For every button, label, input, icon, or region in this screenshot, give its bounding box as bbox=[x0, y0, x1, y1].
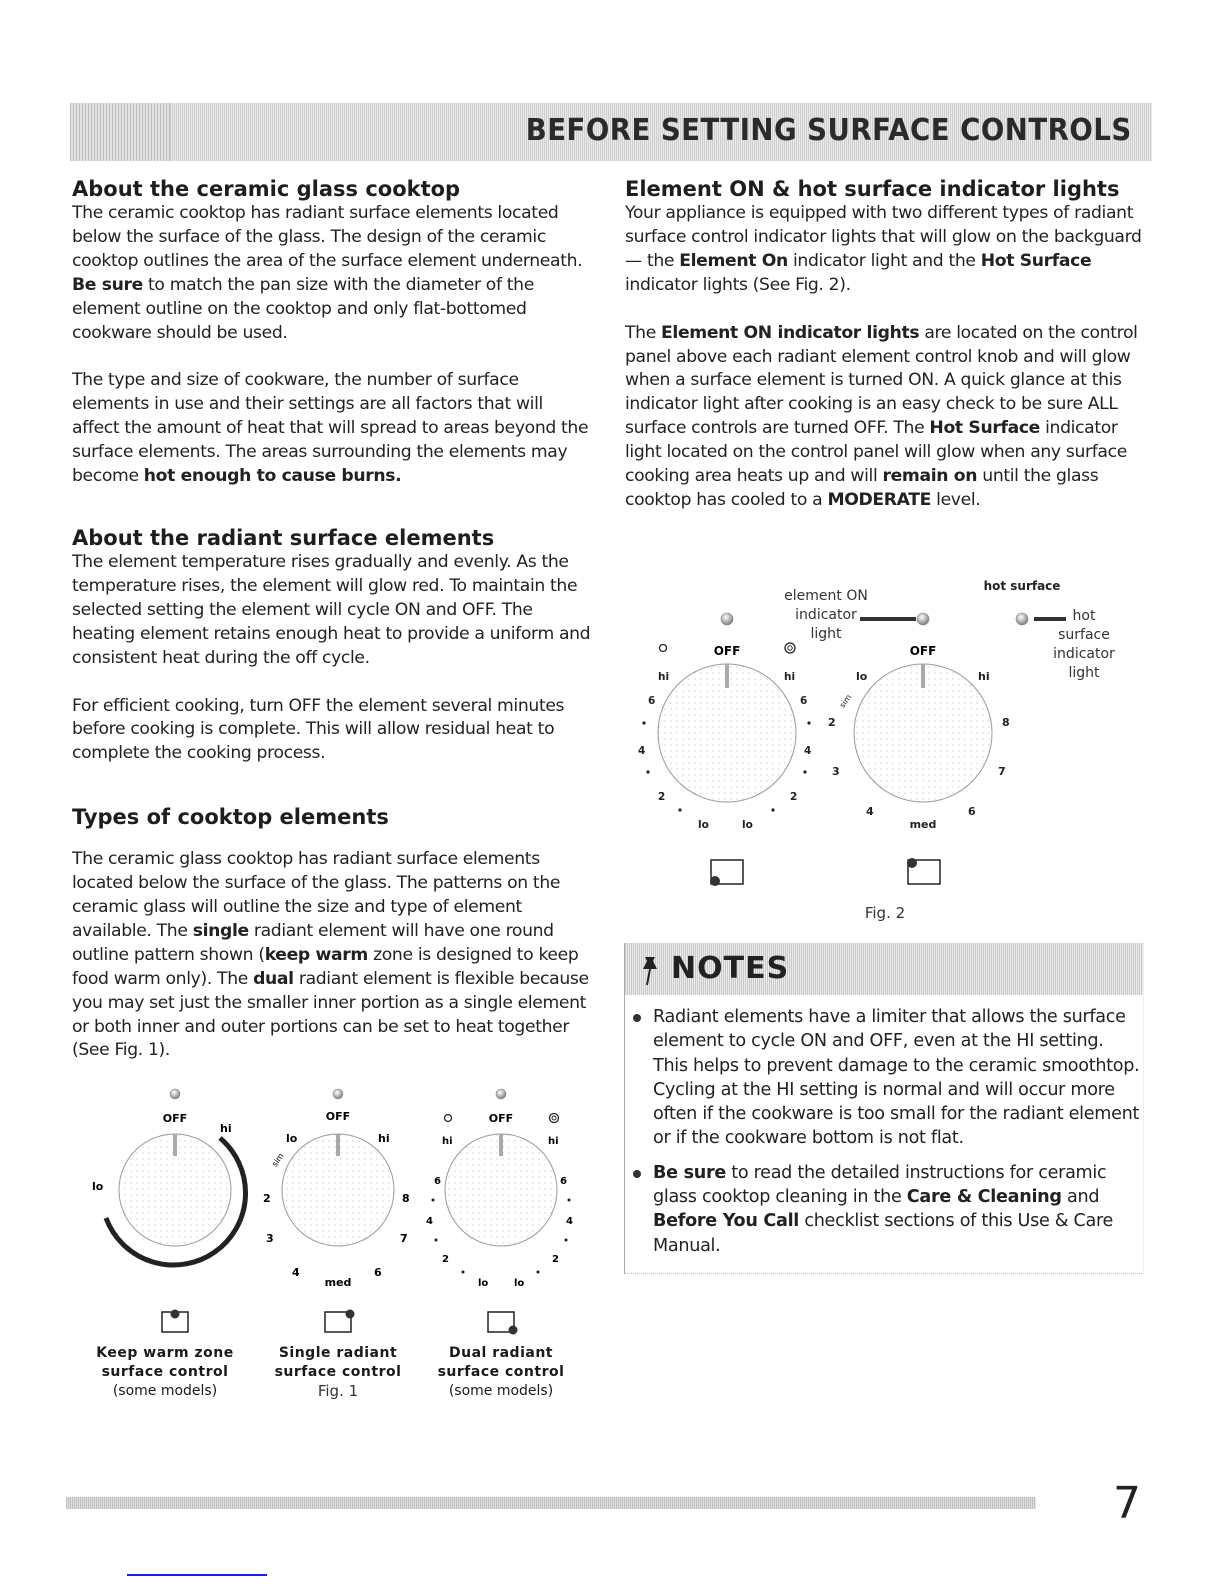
element-on-light-icon bbox=[333, 1089, 343, 1099]
element-on-light-icon bbox=[170, 1089, 180, 1099]
notes-title: NOTES bbox=[671, 951, 790, 986]
svg-text:hot: hot bbox=[1072, 608, 1096, 624]
indicator-paragraph-2: The Element ON indicator lights are located on the control panel above each radiant element control knob and will glow when a surface element is turned ON. A quick glance at this indicator light after cooking is an easy check to be sure ALL surface controls are turned OFF. The Hot Surface indicator light located on the control panel will glow when any surface cooking area heats up and will remain on until the glass cooktop has cooled to a MODERATE level. bbox=[625, 322, 1138, 510]
svg-text:3: 3 bbox=[832, 765, 840, 778]
svg-text:2: 2 bbox=[658, 791, 666, 803]
link-underline[interactable] bbox=[127, 1574, 267, 1576]
svg-text:6: 6 bbox=[374, 1266, 382, 1279]
svg-text:4: 4 bbox=[426, 1216, 433, 1227]
svg-text:2: 2 bbox=[263, 1192, 271, 1205]
notes-box bbox=[624, 943, 1144, 1274]
figure-2 bbox=[610, 570, 1130, 930]
keep-warm-knob bbox=[92, 1089, 246, 1265]
svg-text:4: 4 bbox=[804, 745, 812, 757]
heading-radiant-elements: About the radiant surface elements bbox=[72, 525, 495, 550]
left-column bbox=[72, 176, 592, 1063]
location-back-center-icon bbox=[162, 1310, 188, 1333]
svg-text:lo: lo bbox=[742, 819, 753, 831]
note-item-2: Be sure to read the detailed instructions for ceramic glass cooktop cleaning in the Care & Cleaning and Before You Call checklist sections of this Use & Care Manual. bbox=[653, 1161, 1143, 1258]
section-banner bbox=[70, 103, 1152, 161]
fig1-knobs-diagram bbox=[70, 1080, 590, 1310]
svg-text:indicator: indicator bbox=[795, 607, 857, 623]
svg-text:light: light bbox=[1068, 665, 1100, 681]
indicator-paragraph-1: Your appliance is equipped with two different types of radiant surface control indicator lights that will glow on the backguard — the Element On indicator light and the Hot Surface indicator lights (See Fig. 2). bbox=[625, 203, 1142, 295]
svg-text:6: 6 bbox=[648, 695, 656, 707]
element-on-light-icon-1 bbox=[721, 613, 733, 625]
svg-text:2: 2 bbox=[552, 1254, 559, 1265]
svg-text:7: 7 bbox=[400, 1232, 408, 1245]
element-on-light-icon bbox=[496, 1089, 506, 1099]
svg-text:4: 4 bbox=[292, 1266, 300, 1279]
dual-ring-icon bbox=[550, 1114, 559, 1123]
single-radiant-knob bbox=[263, 1089, 410, 1289]
page-number: 7 bbox=[1113, 1478, 1141, 1529]
svg-text:indicator: indicator bbox=[1053, 646, 1115, 662]
svg-text:3: 3 bbox=[266, 1232, 274, 1245]
location-back-left-icon bbox=[907, 858, 940, 884]
caption-dual-radiant: Dual radiant surface control (some models) bbox=[437, 1345, 565, 1399]
svg-text:hi: hi bbox=[442, 1136, 453, 1147]
right-column bbox=[625, 176, 1145, 513]
figure-1 bbox=[70, 1080, 590, 1410]
ceramic-paragraph-1: The ceramic cooktop has radiant surface elements located below the surface of the glass. The design of the ceramic cooktop outlines the area of the surface element underneath. Be sure to match the pan size with the diameter of the element outline on the cooktop and only flat-bottomed cookware should be used. bbox=[72, 203, 583, 343]
svg-text:OFF: OFF bbox=[488, 1112, 514, 1125]
ceramic-paragraph-2: The type and size of cookware, the number of surface elements in use and their settings are all factors that will affect the amount of heat that will spread to areas beyond the surface elements. The areas surrounding the elements may become hot enough to cause burns. bbox=[72, 370, 589, 487]
pushpin-icon bbox=[639, 955, 663, 987]
banner-pattern bbox=[70, 103, 170, 161]
note-item-1: Radiant elements have a limiter that allows the surface element to cycle ON and OFF, even at the HI setting. This helps to prevent damage to the ceramic smoothtop. Cycling at the HI setting is normal and will occur more often if the cookware is too small for the radiant element or if the cookware bottom is not flat. bbox=[653, 1005, 1143, 1151]
footer-bar bbox=[66, 1497, 1036, 1509]
svg-text:surface: surface bbox=[1058, 627, 1110, 643]
hot-surface-light-icon bbox=[1016, 613, 1028, 625]
heading-indicator-lights: Element ON & hot surface indicator lights bbox=[625, 177, 1120, 201]
svg-text:OFF: OFF bbox=[909, 644, 937, 658]
caption-single-radiant: Single radiant surface control bbox=[274, 1345, 402, 1380]
svg-text:med: med bbox=[324, 1276, 352, 1289]
radiant-paragraph-2: For efficient cooking, turn OFF the element several minutes before cooking is complete. This will allow residual heat to complete the cooking process. bbox=[72, 695, 565, 764]
svg-text:lo: lo bbox=[698, 819, 709, 831]
fig2-label: Fig. 2 bbox=[864, 904, 906, 922]
svg-text:8: 8 bbox=[402, 1192, 410, 1205]
svg-text:lo: lo bbox=[856, 670, 868, 683]
notes-list bbox=[625, 1005, 1143, 1258]
location-front-left-icon bbox=[710, 860, 743, 886]
location-front-right-icon bbox=[488, 1312, 518, 1335]
svg-text:OFF: OFF bbox=[325, 1110, 351, 1123]
location-back-right-icon bbox=[325, 1310, 355, 1333]
svg-text:hi: hi bbox=[378, 1132, 390, 1145]
svg-text:hi: hi bbox=[658, 671, 670, 683]
svg-text:lo: lo bbox=[286, 1132, 298, 1145]
svg-text:sim: sim bbox=[837, 692, 854, 710]
svg-text:light: light bbox=[810, 626, 842, 642]
svg-text:6: 6 bbox=[434, 1176, 441, 1187]
svg-text:lo: lo bbox=[92, 1180, 104, 1193]
svg-text:4: 4 bbox=[638, 745, 646, 757]
svg-text:hi: hi bbox=[784, 671, 796, 683]
single-ring-icon bbox=[445, 1115, 452, 1122]
svg-text:hi: hi bbox=[220, 1122, 232, 1135]
svg-text:6: 6 bbox=[560, 1176, 567, 1187]
svg-text:OFF: OFF bbox=[713, 644, 741, 658]
fig1-location-icons bbox=[70, 1308, 590, 1340]
svg-text:hot surface: hot surface bbox=[983, 579, 1061, 593]
radiant-paragraph-1: The element temperature rises gradually and evenly. As the temperature rises, the element will glow red. To maintain the selected setting the element will cycle ON and OFF. The heating element retains enough heat to provide a uniform and consistent heat during the off cycle. bbox=[72, 551, 591, 668]
svg-text:2: 2 bbox=[828, 716, 836, 729]
caption-keep-warm: Keep warm zone surface control (some models) bbox=[96, 1345, 234, 1399]
svg-text:element ON: element ON bbox=[784, 588, 868, 604]
element-on-light-icon-2 bbox=[917, 613, 929, 625]
svg-text:2: 2 bbox=[442, 1254, 449, 1265]
fig1-label: Fig. 1 bbox=[317, 1382, 359, 1400]
svg-text:sim: sim bbox=[270, 1151, 286, 1169]
page-title: BEFORE SETTING SURFACE CONTROLS bbox=[526, 113, 1132, 148]
svg-text:hi: hi bbox=[978, 670, 990, 683]
svg-text:OFF: OFF bbox=[162, 1112, 188, 1125]
dual-radiant-knob bbox=[426, 1089, 573, 1289]
types-paragraph: The ceramic glass cooktop has radiant surface elements located below the surface of the glass. The patterns on the ceramic glass will outline the size and type of element available. The single radiant element will have one round outline pattern shown (keep warm zone is designed to keep food warm only). The dual radiant element is flexible because you may set just the smaller inner portion as a single element or both inner and outer portions can be set to heat together (See Fig. 1). bbox=[72, 849, 589, 1061]
svg-text:hi: hi bbox=[548, 1136, 559, 1147]
svg-text:2: 2 bbox=[790, 791, 798, 803]
svg-text:lo: lo bbox=[478, 1278, 489, 1289]
heading-ceramic-glass: About the ceramic glass cooktop bbox=[72, 177, 461, 201]
svg-text:7: 7 bbox=[998, 765, 1006, 778]
notes-header bbox=[625, 943, 1143, 995]
heading-types-of-elements: Types of cooktop elements bbox=[72, 805, 389, 830]
svg-text:8: 8 bbox=[1002, 716, 1010, 729]
svg-text:6: 6 bbox=[968, 805, 976, 818]
fig2-indicator-diagram bbox=[610, 570, 1130, 900]
svg-text:4: 4 bbox=[866, 805, 874, 818]
svg-text:6: 6 bbox=[800, 695, 808, 707]
svg-text:4: 4 bbox=[566, 1216, 573, 1227]
svg-text:med: med bbox=[909, 818, 937, 831]
svg-text:lo: lo bbox=[514, 1278, 525, 1289]
